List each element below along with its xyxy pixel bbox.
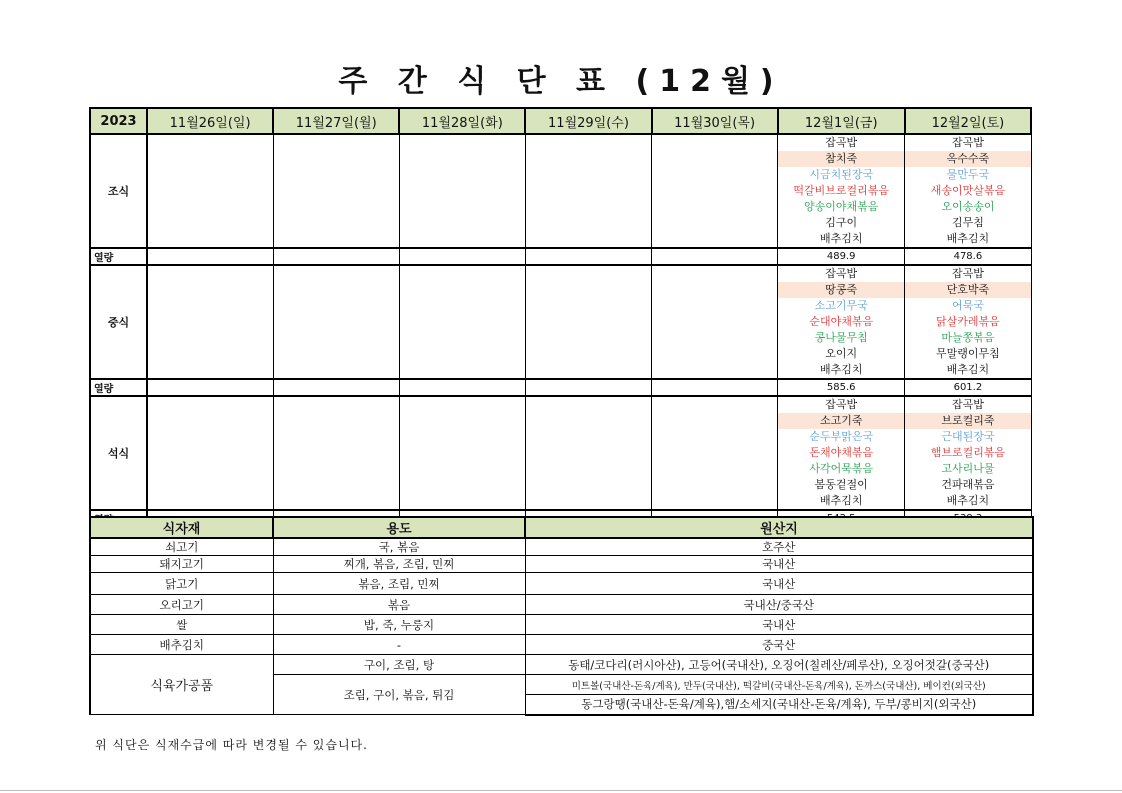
calorie-value: 478.6 (905, 248, 1031, 265)
calorie-cell-empty (147, 248, 273, 265)
day-header: 11월27일(월) (273, 108, 399, 134)
day-header: 12월1일(금) (778, 108, 905, 134)
menu-cell-fri (778, 396, 905, 510)
ingredient-origin: 국내산 (525, 556, 1033, 573)
menu-item: 고사리나물 (941, 462, 995, 475)
calorie-value: 489.9 (778, 248, 905, 265)
day-header: 12월2일(토) (905, 108, 1031, 134)
origin-header: 원산지 (525, 517, 1033, 538)
calorie-cell-empty (399, 248, 525, 265)
header-row (90, 108, 1031, 134)
use-header: 용도 (273, 517, 525, 538)
ingredient-name: 식육가공품 (90, 655, 273, 715)
menu-item: 햄브로컬리볶음 (930, 446, 1006, 459)
menu-item: 옥수수죽 (905, 151, 1030, 167)
menu-item: 오이송송이 (941, 200, 995, 213)
ingredient-row (90, 556, 1033, 573)
meal-label: 중식 (90, 265, 147, 379)
menu-item: 배추김치 (946, 363, 990, 376)
ingredient-origin-table (89, 516, 1034, 716)
calorie-label: 열량 (90, 379, 147, 396)
menu-cell-empty (525, 396, 651, 510)
ingredient-origin: 동그랑땡(국내산-돈육/계육),햄/소세지(국내산-돈육/계육), 두부/콩비지(외국산) (525, 695, 1033, 715)
menu-item: 배추김치 (819, 363, 863, 376)
calorie-cell-empty (273, 379, 399, 396)
ingredient-use: 조림, 구이, 볶음, 튀김 (273, 675, 525, 715)
menu-cell-empty (525, 134, 651, 248)
meal-label: 조식 (90, 134, 147, 248)
calorie-row (90, 379, 1031, 396)
menu-item: 어묵국 (951, 299, 984, 312)
ingredient-row (90, 615, 1033, 635)
meal-row-lunch (90, 265, 1031, 379)
menu-item: 잡곡밥 (825, 398, 858, 411)
ingredient-header-row (90, 517, 1033, 538)
menu-item: 김무침 (951, 216, 984, 229)
calorie-label: 열량 (90, 248, 147, 265)
menu-item: 잡곡밥 (825, 136, 858, 149)
calorie-value: 601.2 (905, 379, 1031, 396)
day-header: 11월26일(일) (147, 108, 273, 134)
menu-item: 근대된장국 (941, 430, 995, 443)
day-header: 11월30일(목) (652, 108, 778, 134)
ingredient-origin: 호주산 (525, 538, 1033, 556)
menu-cell-fri (778, 134, 905, 248)
ingredient-header: 식자재 (90, 517, 273, 538)
day-header: 11월29일(수) (525, 108, 651, 134)
weekly-menu-table (89, 107, 1032, 528)
menu-item: 김구이 (825, 216, 858, 229)
ingredient-use: 찌개, 볶음, 조림, 민찌 (273, 556, 525, 573)
year-cell: 2023 (90, 108, 147, 134)
ingredient-name: 배추김치 (90, 635, 273, 655)
menu-item: 잡곡밥 (951, 398, 984, 411)
calorie-cell-empty (652, 379, 778, 396)
menu-item: 순대야채볶음 (809, 315, 874, 328)
menu-item: 시금치된장국 (809, 168, 874, 181)
menu-item: 참치죽 (778, 151, 904, 167)
menu-cell-sat (905, 134, 1031, 248)
calorie-cell-empty (652, 248, 778, 265)
ingredient-origin: 미트볼(국내산-돈육/계육), 만두(국내산), 떡갈비(국내산-돈육/계육), 돈까스(국내산), 베이컨(외국산) (525, 675, 1033, 695)
day-header: 11월28일(화) (399, 108, 525, 134)
menu-cell-empty (399, 134, 525, 248)
menu-cell-empty (147, 134, 273, 248)
menu-item: 새송이맛살볶음 (930, 184, 1006, 197)
menu-item: 건파래볶음 (941, 478, 995, 491)
menu-cell-sat (905, 265, 1031, 379)
ingredient-use: 볶음 (273, 595, 525, 615)
calorie-value: 585.6 (778, 379, 905, 396)
calorie-cell-empty (273, 248, 399, 265)
ingredient-row (90, 635, 1033, 655)
menu-item: 사각어묵볶음 (809, 462, 874, 475)
meal-label: 석식 (90, 396, 147, 510)
ingredient-origin: 국내산 (525, 573, 1033, 595)
ingredient-use: 밥, 죽, 누룽지 (273, 615, 525, 635)
calorie-cell-empty (525, 379, 651, 396)
ingredient-origin: 국내산/중국산 (525, 595, 1033, 615)
menu-item: 양송이야채볶음 (804, 200, 879, 213)
ingredient-row (90, 538, 1033, 556)
menu-item: 잡곡밥 (951, 267, 984, 280)
menu-item: 마늘쫑볶음 (941, 331, 995, 344)
menu-cell-empty (273, 396, 399, 510)
menu-cell-empty (652, 396, 778, 510)
menu-item: 순두부맑은국 (809, 430, 874, 443)
meal-row-dinner (90, 396, 1031, 510)
ingredient-name: 오리고기 (90, 595, 273, 615)
menu-item: 물만두국 (946, 168, 990, 181)
menu-item: 배추김치 (819, 494, 863, 507)
menu-cell-empty (147, 396, 273, 510)
menu-cell-empty (525, 265, 651, 379)
menu-item: 잡곡밥 (825, 267, 858, 280)
menu-cell-empty (273, 134, 399, 248)
calorie-cell-empty (525, 248, 651, 265)
menu-cell-empty (652, 134, 778, 248)
meal-row-breakfast (90, 134, 1031, 248)
ingredient-name: 닭고기 (90, 573, 273, 595)
menu-cell-sat (905, 396, 1031, 510)
ingredient-name: 돼지고기 (90, 556, 273, 573)
menu-item: 오이지 (825, 347, 858, 360)
page-title: 주 간 식 단 표 (12월) (338, 64, 784, 99)
calorie-cell-empty (399, 379, 525, 396)
divider (0, 790, 1122, 791)
ingredient-row (90, 595, 1033, 615)
menu-item: 무말랭이무침 (936, 347, 1000, 360)
menu-cell-empty (147, 265, 273, 379)
menu-cell-empty (399, 396, 525, 510)
menu-item: 봄동겉절이 (814, 478, 868, 491)
menu-cell-empty (399, 265, 525, 379)
processed-row (90, 655, 1033, 675)
ingredient-use: 국, 볶음 (273, 538, 525, 556)
menu-item: 돈채야채볶음 (809, 446, 874, 459)
calorie-row (90, 248, 1031, 265)
menu-item: 떡갈비브로컬리볶음 (793, 184, 890, 197)
calorie-cell-empty (147, 379, 273, 396)
menu-item: 닭살카레볶음 (936, 315, 1000, 328)
ingredient-name: 쇠고기 (90, 538, 273, 556)
menu-cell-fri (778, 265, 905, 379)
menu-item: 단호박죽 (905, 282, 1030, 298)
menu-item: 배추김치 (946, 494, 990, 507)
ingredient-origin: 국내산 (525, 615, 1033, 635)
ingredient-origin: 중국산 (525, 635, 1033, 655)
menu-cell-empty (652, 265, 778, 379)
ingredient-use: 볶음, 조림, 민찌 (273, 573, 525, 595)
ingredient-use: 구이, 조림, 탕 (273, 655, 525, 675)
ingredient-use: - (273, 635, 525, 655)
footnote: 위 식단은 식재수급에 따라 변경될 수 있습니다. (95, 738, 368, 752)
menu-item: 땅콩죽 (778, 282, 904, 298)
menu-item: 잡곡밥 (951, 136, 984, 149)
menu-item: 콩나물무침 (814, 331, 868, 344)
menu-cell-empty (273, 265, 399, 379)
menu-item: 브로컬리죽 (905, 413, 1030, 429)
menu-item: 소고기죽 (778, 413, 904, 429)
ingredient-row (90, 573, 1033, 595)
ingredient-origin: 동태/코다리(러시아산), 고등어(국내산), 오징어(칠레산/페루산), 오징어젓갈(중국산) (525, 655, 1033, 675)
menu-item: 배추김치 (946, 232, 990, 245)
menu-item: 소고기무국 (814, 299, 868, 312)
ingredient-name: 쌀 (90, 615, 273, 635)
menu-item: 배추김치 (819, 232, 863, 245)
